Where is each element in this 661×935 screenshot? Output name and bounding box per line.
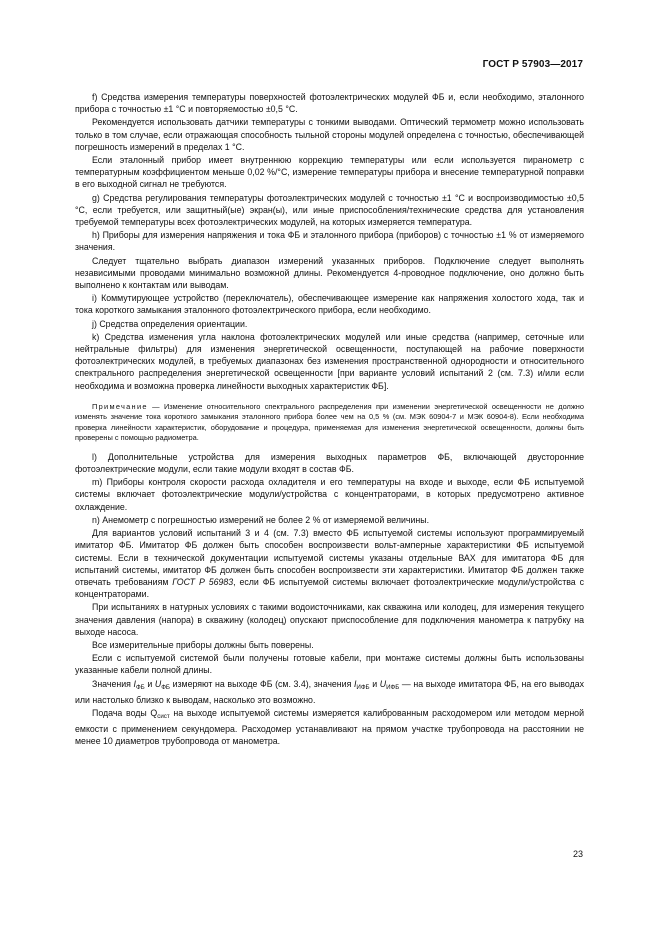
paragraph: g) Средства регулирования температуры фотоэлектрических модулей с точностью ±1 °С и воспроизводимостью ±0,5 °С, если требуется, или защитный(ые) экран(ы), или иные приспособления/технические средства для установления требуемой температуры всех фотоэлектрических модулей, на которых измеряется температура.: [75, 192, 584, 228]
paragraph: i) Коммутирующее устройство (переключатель), обеспечивающее измерение как напряжения холостого хода, так и тока короткого замыкания эталонного фотоэлектрического прибора, если необходимо.: [75, 293, 584, 316]
note-text: Изменение относительного спектрального распределения при изменении энергетической освещенности не должно изменять значение тока короткого замыкания эталонного прибора более чем на 0,5 % (см. МЭК 60904-7 и МЭК 60904-8). Если необходима проверка линейности характеристик, оборудование и процедура, применяемая для изменения энергетической освещенности, должны быть проверены с помощью радиометра.: [75, 401, 584, 443]
paragraph-values: [75, 678, 584, 706]
text-span: Значения: [92, 678, 134, 689]
text-span: Подача воды: [92, 707, 151, 718]
paragraph-variants: [75, 527, 584, 600]
paragraph: l) Дополнительные устройства для измерения выходных параметров ФБ, включающей двусторонние фотоэлектрические модули, если такие модули входят в состав ФБ.: [75, 451, 584, 475]
standard-reference: ГОСТ Р 56983: [172, 576, 234, 587]
paragraph: При испытаниях в натурных условиях с такими водоисточниками, как скважина или колодец, для измерения текущего значения давления (напора) в скважину (колодец) опускают приспособление для подключения манометра к патрубку на выходе насоса.: [75, 602, 584, 637]
paragraph: Все измерительные приборы должны быть поверены.: [92, 639, 314, 650]
text-span: измеряют на выходе ФБ (см. 3.4), значения: [169, 678, 354, 689]
text-span: и: [369, 678, 380, 689]
symbol-voltage: U: [154, 678, 162, 689]
paragraph: f) Средства измерения температуры поверхностей фотоэлектрических модулей ФБ и, если необходимо, эталонного прибора с точностью ±1 °С и повторяемостью ±0,5 °С.: [75, 92, 584, 115]
paragraph: j) Средства определения ориентации.: [92, 318, 248, 329]
paragraph: h) Приборы для измерения напряжения и тока ФБ и эталонного прибора (приборов) с точностью ±1 % от измеряемого значения.: [75, 230, 584, 253]
paragraph: k) Средства изменения угла наклона фотоэлектрических модулей или иные средства (например, сеточные или нейтральные фильтры) для изменения энергетической освещенности, поступающей на рабочие поверхности фотоэлектрических модулей, в требуемых диапазонах без изменения пространственной однородности и относительного спектрального распределения энергетической освещенности [при варианте условий испытаний 2 (см. 7.3) и/или если необходима и возможна проверка линейности выходных характеристик ФБ].: [75, 331, 584, 391]
paragraph: Если с испытуемой системой были получены готовые кабели, при монтаже системы должны быть использованы указанные кабели полной длины.: [75, 653, 584, 676]
subscript: ИФБ: [356, 683, 370, 691]
subscript: сист: [157, 712, 170, 720]
page-number: 23: [572, 849, 583, 859]
subscript: ФБ: [135, 683, 145, 691]
note-paragraph: [75, 402, 584, 444]
note-dash: —: [147, 401, 164, 411]
paragraph: m) Приборы контроля скорости расхода охладителя и его температуры на входе и выходе, если ФБ испытуемой системы включает фотоэлектрические модули/устройства с концентраторами, в которых предусмотрено активное охлаждение.: [75, 477, 584, 512]
symbol-voltage: U: [379, 678, 387, 689]
symbol-current: I: [133, 678, 136, 689]
paragraph: Следует тщательно выбрать диапазон измерений указанных приборов. Подключение следует выполнять независимыми проводами минимально возможной длины. Рекомендуется 4-проводное подключение, оно должно быть выполнено к контактам или выводам.: [75, 255, 584, 291]
paragraph: n) Анемометр с погрешностью измерений не более 2 % от измеряемой величины.: [92, 514, 430, 525]
standard-header: ГОСТ Р 57903—2017: [482, 59, 583, 70]
text-span: Для вариантов условий испытаний 3 и 4 (см. 7.3) вместо ФБ испытуемой системы используют программируемый имитатор ФБ. Имитатор ФБ должен быть способен воспроизвести вольт-амперные характеристики ФБ испытуемой системы. Если в технической документации испытуемой системы указаны отдельные ВАХ для имитатора ФБ для испытаний системы, имитатор ФБ должен быть способен воспроизвести эти характеристики. Имитатор ФБ должен также отвечать требованиям: [75, 528, 584, 587]
subscript: ИФБ: [386, 683, 400, 691]
text-span: , если ФБ испытуемой системы включает фотоэлектрические модули/устройства с концентраторами.: [75, 576, 584, 600]
symbol-flow: Q: [150, 707, 158, 718]
note-label: Примечание: [92, 401, 148, 411]
document-body: [75, 91, 584, 749]
symbol-current: I: [353, 678, 357, 689]
text-span: — на выходе имитатора ФБ, на его выводах или настолько близко к выводам, насколько это возможно.: [75, 678, 584, 705]
text-span: и: [144, 678, 155, 689]
paragraph-flow: [75, 707, 584, 748]
text-span: на выходе испытуемой системы измеряется калиброванным расходомером или методом мерной емкости с применением секундомера. Расходомер устанавливают на прямом участке трубопровода на расстоянии не менее 10 диаметров трубопровода от манометра.: [75, 707, 584, 747]
paragraph: Рекомендуется использовать датчики температуры с тонкими выводами. Оптический термометр можно использовать только в том случае, если отражающая способность тыльной стороны модулей определена с точностью, обеспечивающей погрешность измерений в пределах 1 °С.: [75, 117, 584, 152]
paragraph: Если эталонный прибор имеет внутреннюю коррекцию температуры или если используется пиранометр с температурным коэффициентом меньше 0,02 %/°С, измерение температуры прибора и внесение температурной поправки в его выходной сигнал не требуются.: [75, 155, 584, 190]
subscript: ФБ: [161, 683, 170, 691]
